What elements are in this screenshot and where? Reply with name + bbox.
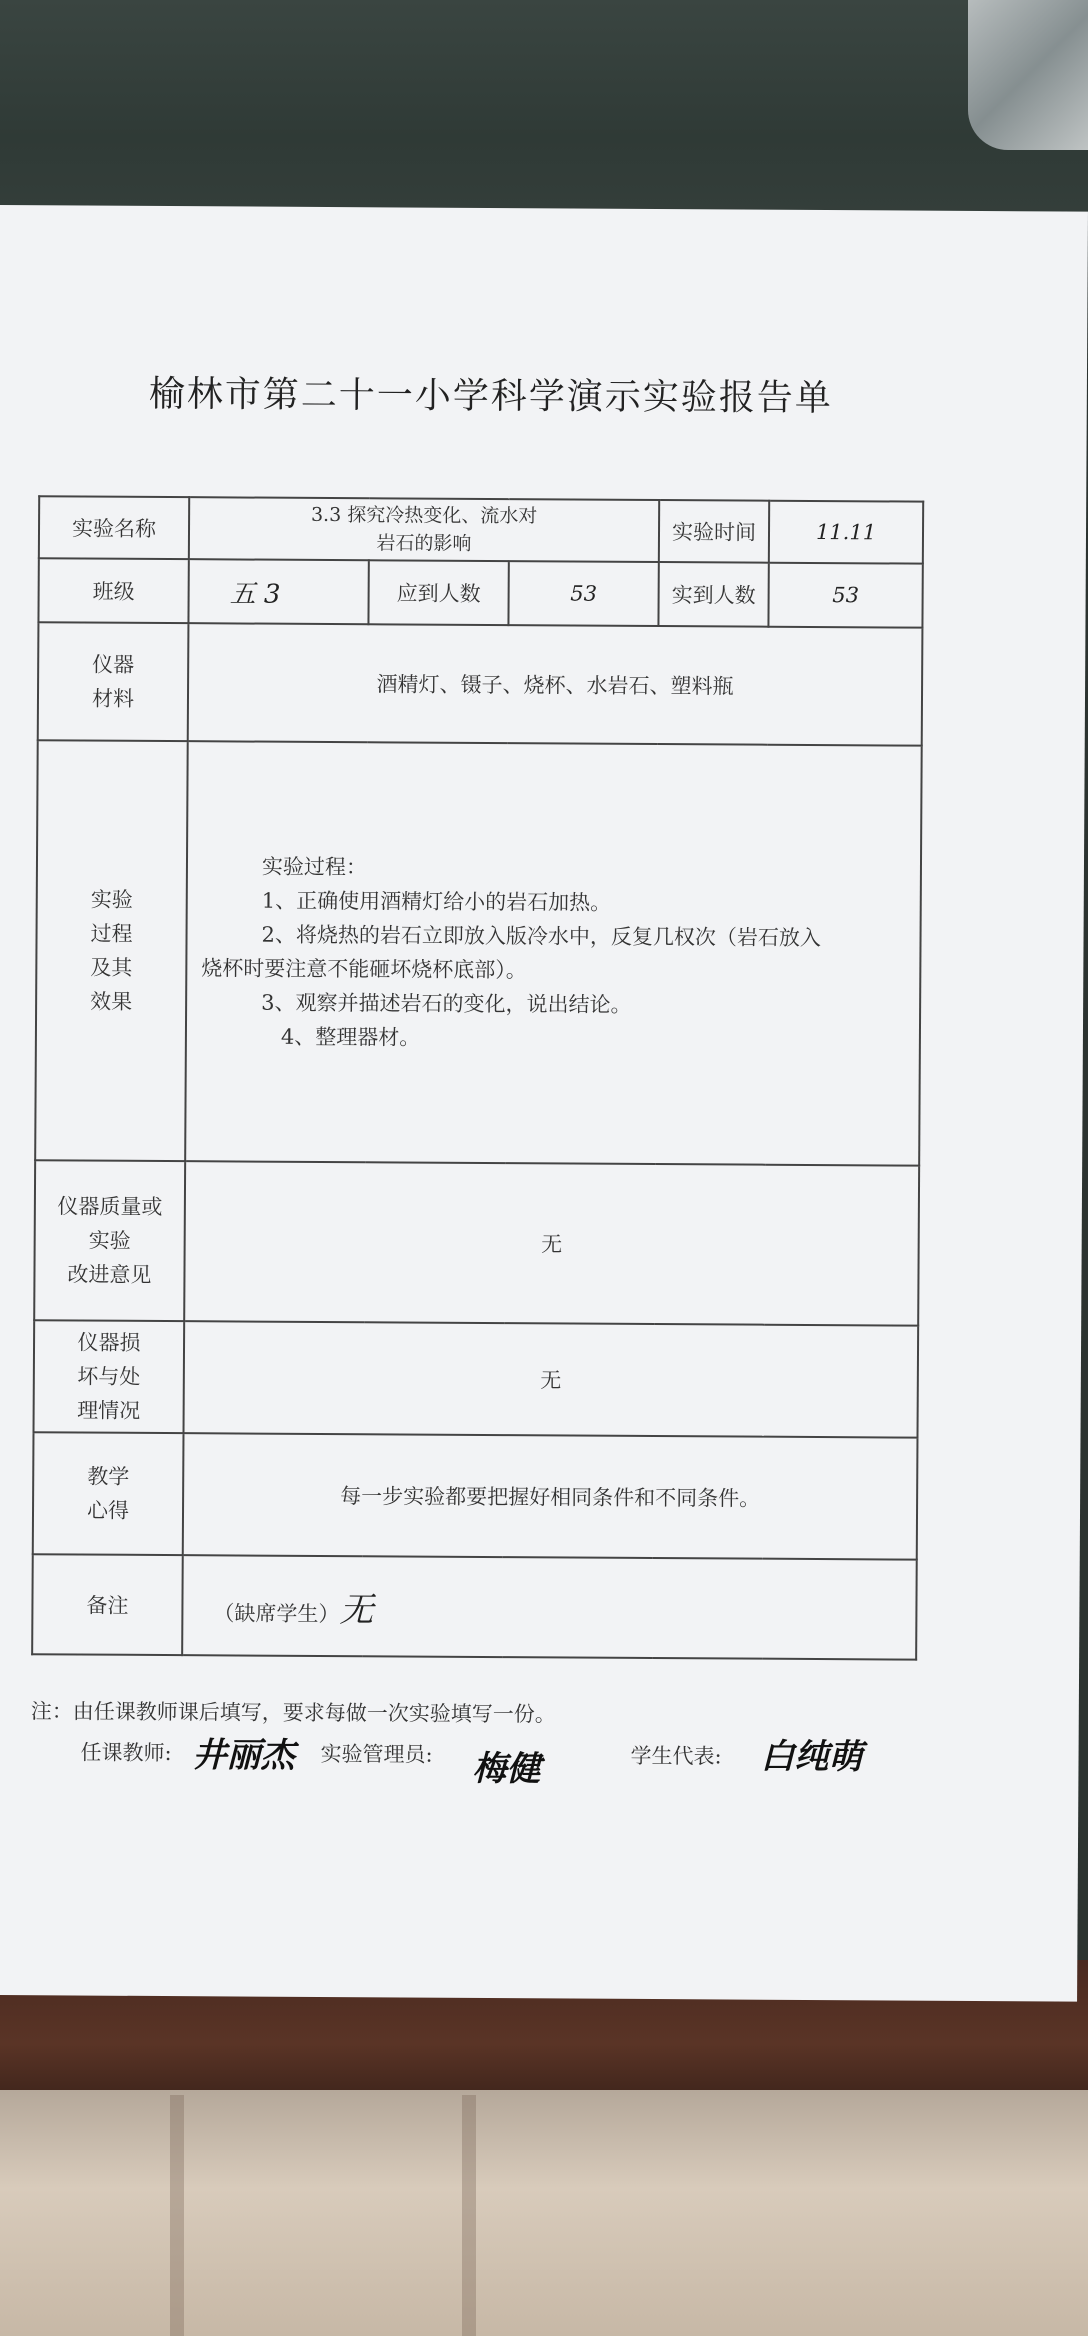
teacher-signature: 井丽杰 <box>192 1735 295 1776</box>
materials-label-line: 材料 <box>91 686 135 711</box>
table-row <box>33 1432 918 1559</box>
student-label: 学生代表: <box>630 1743 722 1769</box>
background-object <box>968 0 1088 150</box>
report-table <box>31 495 924 1660</box>
damage-label <box>34 1320 185 1433</box>
materials-value: 酒精灯、镊子、烧杯、水岩石、塑料瓶 <box>188 623 923 745</box>
cloth-seam <box>170 2095 184 2336</box>
process-heading: 实验过程： <box>261 854 368 880</box>
cloth-seam <box>462 2095 476 2336</box>
remark-prefix: （缺席学生） <box>213 1600 340 1626</box>
quality-label <box>34 1160 185 1321</box>
quality-label-line: 仪器质量或 <box>57 1194 163 1220</box>
table-row <box>35 740 922 1165</box>
damage-label-line: 理情况 <box>77 1398 141 1423</box>
actual-count-value: 53 <box>768 563 922 628</box>
quality-label-line: 改进意见 <box>67 1262 152 1287</box>
remark-handwritten: 无 <box>339 1589 374 1630</box>
teaching-label <box>33 1432 184 1555</box>
admin-signature: 梅健 <box>472 1748 541 1790</box>
quality-label-line: 实验 <box>88 1228 131 1253</box>
materials-label-line: 仪器 <box>92 652 135 677</box>
admin-label: 实验管理员: <box>320 1741 433 1767</box>
expected-count-value: 53 <box>508 561 658 626</box>
damage-label-line: 仪器损 <box>77 1330 141 1355</box>
report-paper <box>0 205 1088 2002</box>
table-row <box>32 1554 917 1659</box>
footer-note: 注：由任课教师课后填写，要求每做一次实验填写一份。 <box>30 1699 556 1727</box>
background-cloth <box>0 2090 1088 2336</box>
experiment-time-value: 11.11 <box>769 501 923 564</box>
expected-count-label: 应到人数 <box>368 560 508 625</box>
materials-label <box>38 622 189 741</box>
actual-count-label: 实到人数 <box>658 562 768 627</box>
quality-value: 无 <box>184 1161 919 1325</box>
process-label-line: 及其 <box>90 955 133 980</box>
student-signature: 白纯萌 <box>760 1736 863 1778</box>
teacher-label: 任课教师: <box>80 1740 172 1766</box>
experiment-time-label: 实验时间 <box>659 500 769 563</box>
signature-line <box>80 1731 980 1796</box>
table-row <box>39 496 923 563</box>
remark-label: 备注 <box>32 1554 183 1655</box>
process-step-2: 2、将烧热的岩石立即放入版冷水中，反复几权次（岩石放入 <box>261 922 821 951</box>
damage-label-line: 坏与处 <box>77 1364 141 1389</box>
experiment-name-label: 实验名称 <box>39 496 189 559</box>
process-step-2-cont: 烧杯时要注意不能砸坏烧杯底部）。 <box>201 956 527 983</box>
table-row <box>38 622 923 745</box>
experiment-name-line1: 3.3 探究冷热变化、流水对 <box>310 503 538 528</box>
remark-value <box>182 1555 917 1659</box>
table-row <box>34 1320 919 1437</box>
process-step-3: 3、观察并描述岩石的变化，说出结论。 <box>261 990 632 1017</box>
experiment-name-value <box>189 497 659 562</box>
process-content <box>185 741 922 1165</box>
table-row <box>34 1160 919 1325</box>
teaching-label-line: 教学 <box>87 1464 130 1489</box>
process-label-line: 效果 <box>90 989 133 1014</box>
process-label-line: 过程 <box>90 921 133 946</box>
experiment-name-line2: 岩石的影响 <box>376 532 472 555</box>
process-step-4: 4、整理器材。 <box>280 1024 421 1050</box>
process-label <box>35 740 188 1161</box>
process-label-line: 实验 <box>90 887 133 912</box>
table-row <box>38 558 922 627</box>
report-title: 榆林市第二十一小学科学演示实验报告单 <box>148 373 833 420</box>
class-label: 班级 <box>38 558 188 623</box>
background-top <box>0 0 1088 230</box>
class-value: 五 3 <box>188 559 368 624</box>
teaching-label-line: 心得 <box>86 1498 130 1523</box>
process-step-1: 1、正确使用酒精灯给小的岩石加热。 <box>261 888 612 915</box>
teaching-value: 每一步实验都要把握好相同条件和不同条件。 <box>183 1433 918 1559</box>
damage-value: 无 <box>184 1321 919 1437</box>
